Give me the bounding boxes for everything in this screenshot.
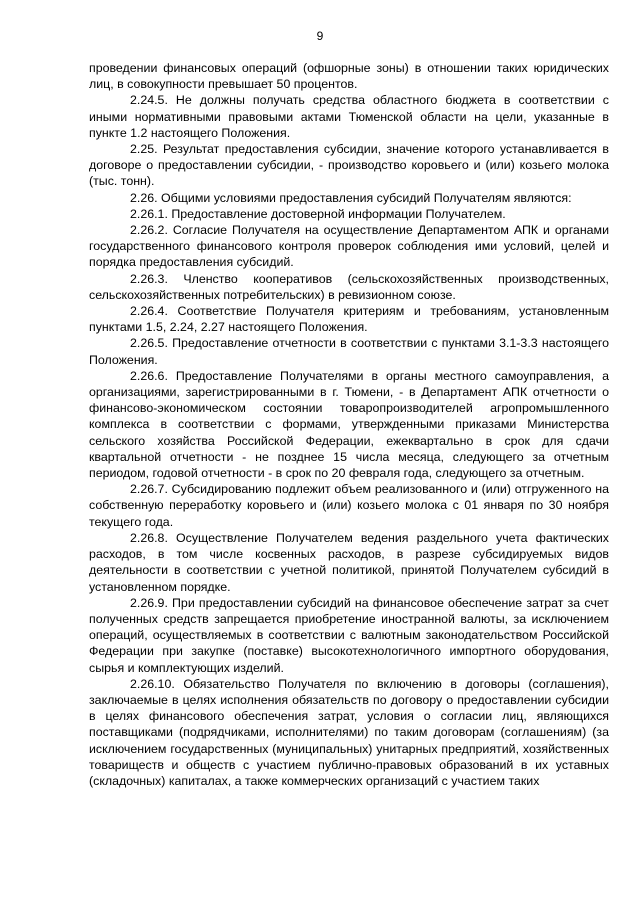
document-body bbox=[89, 60, 609, 789]
paragraph-2-26-8: 2.26.8. Осуществление Получателем ведения раздельного учета фактических расходов, в том числе косвенных расходов, в разрезе субсидируемых видов деятельности в соответствии с учетной политикой, принятой Получателем субсидий в установленном порядке. bbox=[89, 530, 609, 594]
paragraph-2-26-5: 2.26.5. Предоставление отчетности в соответствии с пунктами 3.1-3.3 настоящего Положения. bbox=[89, 336, 609, 367]
paragraph-2-26-7: 2.26.7. Субсидированию подлежит объем реализованного и (или) отгруженного на собственную переработку коровьего и (или) козьего молока с 01 января по 30 ноября текущего года. bbox=[89, 482, 609, 529]
paragraph-2-26-3: 2.26.3. Членство кооперативов (сельскохозяйственных производственных, сельскохозяйственных потребительских) в ревизионном союзе. bbox=[89, 271, 609, 302]
paragraph-2-26-10: 2.26.10. Обязательство Получателя по включению в договоры (соглашения), заключаемые в целях исполнения обязательств по договору о предоставлении субсидии в целях финансового обеспечения затрат, условия о согласии лиц, являющихся поставщиками (подрядчиками, исполнителями) по таким договорам (соглашениям) (за исключением государственных (муниципальных) унитарных предприятий, хозяйственных товариществ и обществ с участием публично-правовых образований в их уставных (складочных) капиталах, а также коммерческих организаций с участием таких bbox=[89, 676, 609, 788]
paragraph-2-26: 2.26. Общими условиями предоставления субсидий Получателям являются: bbox=[130, 190, 572, 205]
paragraph-2-24-5: 2.24.5. Не должны получать средства областного бюджета в соответствии с иными нормативными правовыми актами Тюменской области на цели, указанные в пункте 1.2 настоящего Положения. bbox=[89, 93, 609, 140]
paragraph-2-26-2: 2.26.2. Согласие Получателя на осуществление Департаментом АПК и органами государственного финансового контроля проверок соблюдения ими условий, целей и порядка предоставления субсидий. bbox=[89, 223, 609, 270]
paragraph-2-25: 2.25. Результат предоставления субсидии, значение которого устанавливается в договоре о предоставлении субсидии, - производство коровьего и (или) козьего молока (тыс. тонн). bbox=[89, 142, 609, 189]
paragraph-2-26-6: 2.26.6. Предоставление Получателями в органы местного самоуправления, а организациями, зарегистрированными в г. Тюмени, - в Департамент АПК отчетности о финансово-экономическом состоянии товаропроизводителей агропромышленного комплекса в соответствии с формами, утвержденными приказами Министерства сельского хозяйства Российской Федерации, ежеквартально в срок для сдачи квартальной отчетности - не позднее 15 числа месяца, следующего за отчетным периодом, годовой отчетности - в срок по 20 февраля года, следующего за отчетным. bbox=[89, 368, 609, 481]
paragraph-2-26-9: 2.26.9. При предоставлении субсидий на финансовое обеспечение затрат за счет полученных средств запрещается приобретение иностранной валюты, за исключением операций, осуществляемых в соответствии с валютным законодательством Российской Федерации при закупке (поставке) высокотехнологичного импортного оборудования, сырья и комплектующих изделий. bbox=[89, 595, 609, 675]
page-number: 9 bbox=[316, 29, 324, 43]
paragraph-2-26-1: 2.26.1. Предоставление достоверной информации Получателем. bbox=[130, 206, 506, 221]
paragraph-2-26-4: 2.26.4. Соответствие Получателя критериям и требованиям, установленным пунктами 1.5, 2.24, 2.27 настоящего Положения. bbox=[89, 304, 609, 335]
paragraph-continuation: проведении финансовых операций (офшорные зоны) в отношении таких юридических лиц, в совокупности превышает 50 процентов. bbox=[89, 61, 609, 92]
